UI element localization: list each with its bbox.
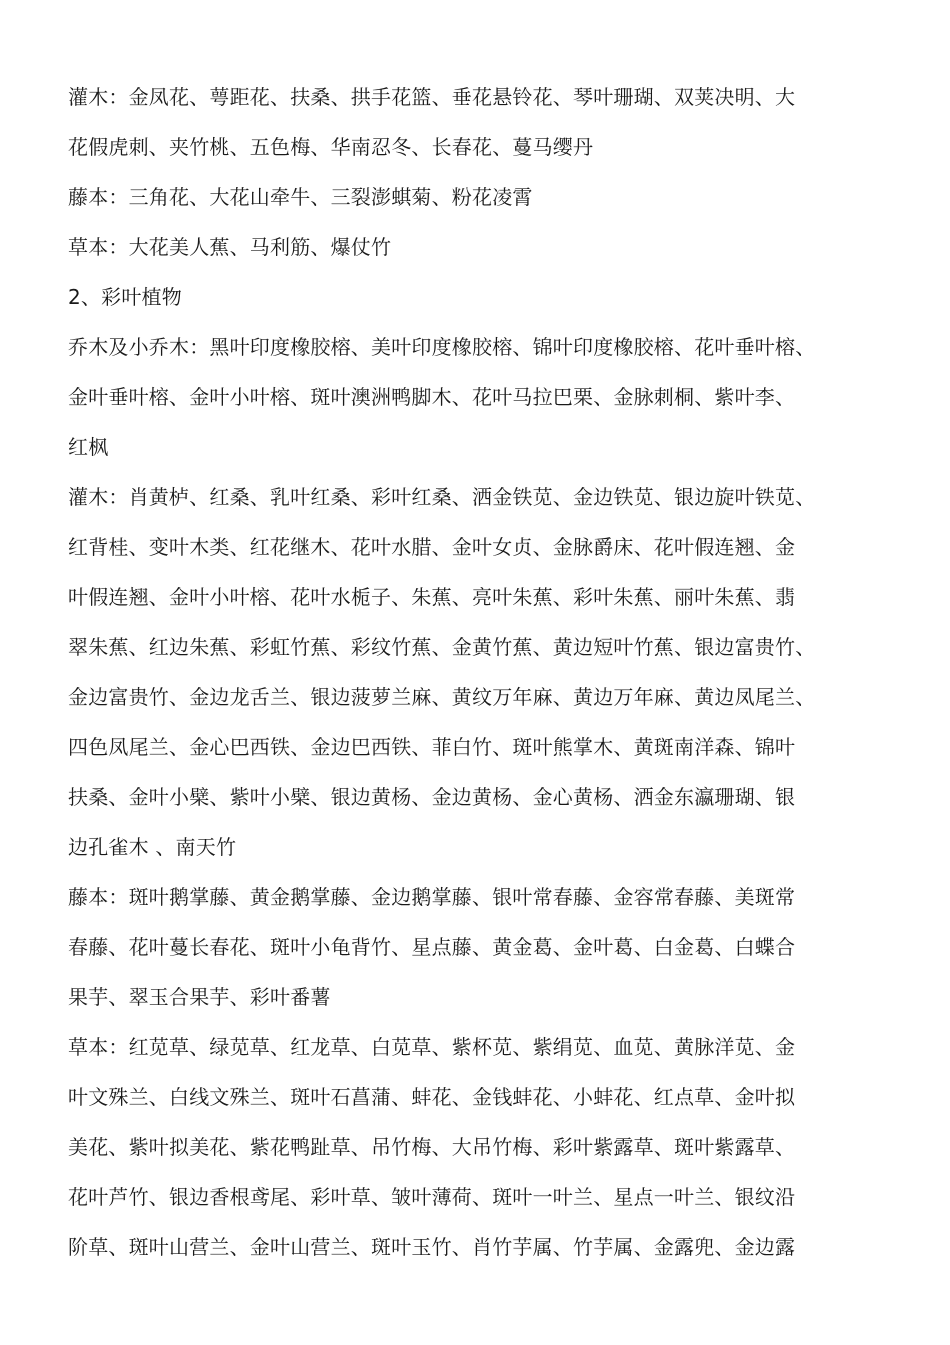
text-line: 果芋、翠玉合果芋、彩叶番薯 [68,985,331,1009]
text-line: 红枫 [68,435,109,459]
text-line: 乔木及小乔木：黑叶印度橡胶榕、美叶印度橡胶榕、锦叶印度橡胶榕、花叶垂叶榕、 [68,335,816,359]
text-line: 边孔雀木 、南天竹 [68,835,237,859]
text-line: 叶假连翘、金叶小叶榕、花叶水栀子、朱蕉、亮叶朱蕉、彩叶朱蕉、丽叶朱蕉、翡 [68,585,796,609]
text-line: 阶草、斑叶山营兰、金叶山营兰、斑叶玉竹、肖竹芋属、竹芋属、金露兜、金边露 [68,1235,796,1259]
text-line: 翠朱蕉、红边朱蕉、彩虹竹蕉、彩纹竹蕉、金黄竹蕉、黄边短叶竹蕉、银边富贵竹、 [68,635,816,659]
text-line: 春藤、花叶蔓长春花、斑叶小龟背竹、星点藤、黄金葛、金叶葛、白金葛、白蝶合 [68,935,796,959]
text-line: 金边富贵竹、金边龙舌兰、银边菠萝兰麻、黄纹万年麻、黄边万年麻、黄边凤尾兰、 [68,685,816,709]
text-line: 花叶芦竹、银边香根鸢尾、彩叶草、皱叶薄荷、斑叶一叶兰、星点一叶兰、银纹沿 [68,1185,796,1209]
text-line: 叶文殊兰、白线文殊兰、斑叶石菖蒲、蚌花、金钱蚌花、小蚌花、红点草、金叶拟 [68,1085,796,1109]
text-line: 草本：红苋草、绿苋草、红龙草、白苋草、紫杯苋、紫绢苋、血苋、黄脉洋苋、金 [68,1035,796,1059]
text-line: 花假虎刺、夹竹桃、五色梅、华南忍冬、长春花、蔓马缨丹 [68,135,594,159]
document-body [68,76,838,1276]
text-line: 灌木：金凤花、萼距花、扶桑、拱手花篮、垂花悬铃花、琴叶珊瑚、双荚决明、大 [68,85,796,109]
text-line: 美花、紫叶拟美花、紫花鸭趾草、吊竹梅、大吊竹梅、彩叶紫露草、斑叶紫露草、 [68,1135,796,1159]
text-line: 藤本：三角花、大花山牵牛、三裂澎蜞菊、粉花凌霄 [68,185,533,209]
section-heading: 2、彩叶植物 [68,285,182,309]
text-line: 扶桑、金叶小檗、紫叶小檗、银边黄杨、金边黄杨、金心黄杨、洒金东瀛珊瑚、银 [68,785,796,809]
text-line: 灌木：肖黄栌、红桑、乳叶红桑、彩叶红桑、洒金铁苋、金边铁苋、银边旋叶铁苋、 [68,485,816,509]
text-line: 金叶垂叶榕、金叶小叶榕、斑叶澳洲鸭脚木、花叶马拉巴栗、金脉刺桐、紫叶李、 [68,385,796,409]
text-line: 四色凤尾兰、金心巴西铁、金边巴西铁、菲白竹、斑叶熊掌木、黄斑南洋森、锦叶 [68,735,796,759]
text-line: 草本：大花美人蕉、马利筋、爆仗竹 [68,235,392,259]
text-line: 藤本：斑叶鹅掌藤、黄金鹅掌藤、金边鹅掌藤、银叶常春藤、金容常春藤、美斑常 [68,885,796,909]
text-line: 红背桂、变叶木类、红花继木、花叶水腊、金叶女贞、金脉爵床、花叶假连翘、金 [68,535,796,559]
